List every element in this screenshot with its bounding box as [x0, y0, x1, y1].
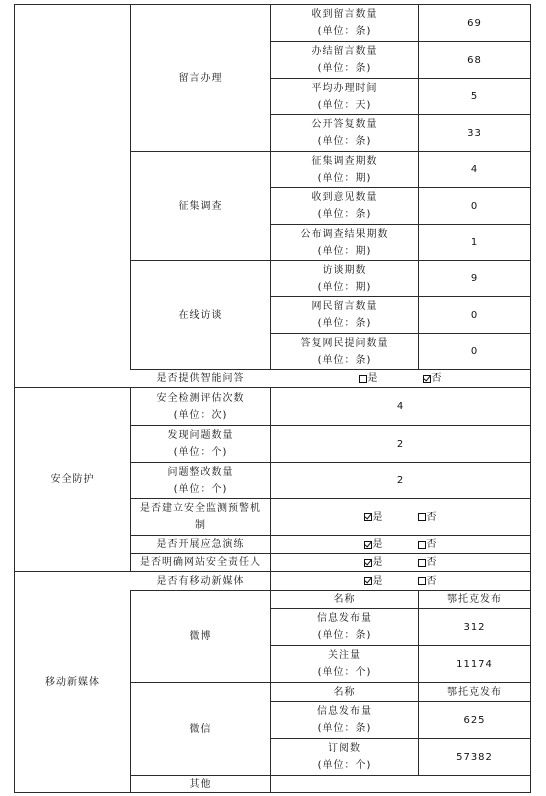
option-label: 否 [426, 557, 438, 568]
checkbox-empty-icon [418, 513, 426, 521]
wechat-name-label: 名称 [333, 686, 356, 698]
smart-qa-no-option[interactable] [423, 370, 443, 387]
wechat-name-value: 鄂托克发布 [447, 686, 502, 698]
weibo-posts-label: 信息发布量 (单位：条) [317, 613, 372, 641]
option-label: 否 [426, 539, 438, 550]
option-label: 是 [372, 511, 384, 523]
mobile-media-label: 移动新媒体 [45, 676, 100, 688]
option-label: 否 [426, 575, 438, 587]
security-fixed-label: 问题整改数量 (单位：个) [167, 466, 234, 495]
weibo-followers-value: 11174 [456, 658, 493, 670]
security-warning-label: 是否建立安全监测预警机 制 [140, 503, 261, 531]
public-replies-value: 33 [467, 127, 482, 139]
mobile-no-option[interactable] [418, 573, 438, 590]
survey-label: 征集调查 [178, 200, 223, 212]
option-label: 否 [426, 511, 438, 523]
smart-qa-label: 是否提供智能问答 [156, 373, 245, 384]
security-fixed-value: 2 [396, 475, 405, 486]
other-media-value [271, 776, 530, 792]
survey-issues-label: 征集调查期数 (单位：期) [311, 155, 378, 184]
wechat-posts-label: 信息发布量 (单位：条) [317, 706, 372, 734]
checkbox-checked-icon [364, 513, 372, 521]
mobile-has-options [271, 572, 530, 590]
survey-results-value: 1 [470, 237, 479, 248]
weibo-followers-label: 关注量 (单位：个) [317, 650, 372, 678]
avg-time-label: 平均办理时间 (单位：天) [311, 82, 378, 111]
option-label: 是 [367, 373, 379, 384]
security-drill-label: 是否开展应急演练 [156, 539, 245, 550]
table-border-bottom [14, 792, 531, 793]
checkbox-empty-icon [359, 375, 367, 383]
security-warning-options [271, 499, 530, 535]
warning-no-option[interactable] [418, 509, 438, 526]
public-replies-label: 公开答复数量 (单位：条) [311, 119, 378, 147]
mobile-yes-option[interactable] [364, 573, 384, 590]
checkbox-checked-icon [364, 541, 372, 549]
weibo-name-label: 名称 [333, 594, 356, 605]
checkbox-empty-icon [418, 559, 426, 567]
owner-no-option[interactable] [418, 554, 438, 571]
handled-messages-label: 办结留言数量 (单位：条) [311, 46, 378, 74]
weibo-label: 微博 [189, 631, 212, 642]
weibo-posts-value: 312 [463, 621, 486, 633]
option-label: 否 [431, 373, 443, 384]
survey-opinions-value: 0 [470, 200, 479, 212]
warning-yes-option[interactable] [364, 509, 384, 526]
interview-answers-label: 答复网民提问数量 (单位：条) [300, 337, 389, 366]
wechat-subscribers-label: 订阅数 (单位：个) [317, 743, 372, 771]
message-handling-label: 留言办理 [178, 72, 223, 84]
survey-opinions-label: 收到意见数量 (单位：条) [311, 192, 378, 220]
survey-issues-value: 4 [470, 164, 479, 175]
handled-messages-value: 68 [467, 54, 482, 66]
weibo-name-value: 鄂托克发布 [447, 594, 502, 605]
checkbox-checked-icon [364, 559, 372, 567]
security-owner-label: 是否明确网站安全责任人 [140, 557, 261, 568]
security-found-value: 2 [396, 438, 405, 450]
checkbox-checked-icon [423, 375, 431, 383]
checkbox-empty-icon [418, 541, 426, 549]
interview-messages-label: 网民留言数量 (单位：条) [311, 301, 378, 329]
option-label: 是 [372, 557, 384, 568]
interview-label: 在线访谈 [178, 309, 223, 321]
interview-sessions-value: 9 [470, 273, 479, 284]
received-messages-value: 69 [467, 17, 482, 29]
other-media-label: 其他 [189, 778, 212, 790]
smart-qa-yes-option[interactable] [359, 370, 379, 387]
wechat-label: 微信 [189, 723, 212, 735]
security-drill-options [271, 536, 530, 553]
interview-answers-value: 0 [470, 346, 479, 357]
option-label: 是 [372, 575, 384, 587]
option-label: 是 [372, 539, 384, 550]
interview-sessions-label: 访谈期数 (单位：期) [317, 264, 372, 293]
smart-qa-options [271, 370, 530, 387]
interview-messages-value: 0 [470, 309, 479, 321]
drill-yes-option[interactable] [364, 536, 384, 553]
owner-yes-option[interactable] [364, 554, 384, 571]
checkbox-checked-icon [364, 577, 372, 585]
wechat-posts-value: 625 [463, 714, 486, 726]
security-owner-options [271, 554, 530, 571]
security-checks-label: 安全检测评估次数 (单位：次) [156, 392, 245, 421]
wechat-subscribers-value: 57382 [456, 751, 493, 763]
security-checks-value: 4 [396, 401, 405, 412]
checkbox-empty-icon [418, 577, 426, 585]
mobile-has-label: 是否有移动新媒体 [156, 575, 245, 587]
security-label: 安全防护 [50, 474, 95, 485]
avg-time-value: 5 [470, 91, 479, 102]
security-found-label: 发现问题数量 (单位：个) [167, 430, 234, 458]
table-border-right [530, 4, 531, 793]
survey-results-label: 公布调查结果期数 (单位：期) [300, 228, 389, 257]
received-messages-label: 收到留言数量 (单位：条) [311, 9, 378, 37]
drill-no-option[interactable] [418, 536, 438, 553]
